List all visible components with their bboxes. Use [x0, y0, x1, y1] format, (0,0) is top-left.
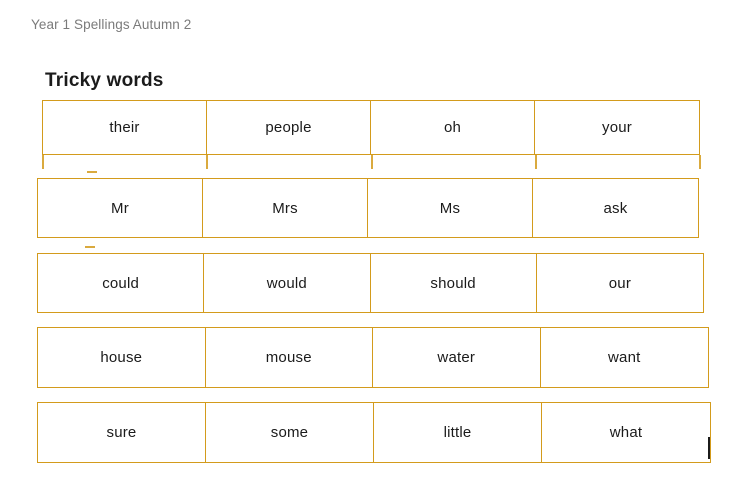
word-cell[interactable]: our: [608, 274, 632, 292]
table-remnant-line: [87, 171, 97, 173]
word-cell[interactable]: would: [204, 254, 370, 312]
word-cell[interactable]: sure: [38, 403, 206, 462]
word-cell[interactable]: Ms: [368, 179, 533, 237]
word-cell[interactable]: ask: [603, 199, 628, 217]
word-cell[interactable]: water: [373, 328, 541, 387]
word-cell[interactable]: Mr: [38, 179, 203, 237]
word-cell[interactable]: want: [608, 349, 641, 366]
word-cell[interactable]: mouse: [206, 328, 374, 387]
word-row: [42, 100, 700, 155]
document-header: Year 1 Spellings Autumn 2: [31, 17, 192, 32]
word-row: [37, 327, 709, 388]
word-cell[interactable]: house: [38, 328, 206, 387]
word-cell[interactable]: should: [371, 254, 537, 312]
page-title: Tricky words: [45, 70, 164, 91]
word-cell[interactable]: your: [602, 119, 632, 136]
word-cell[interactable]: their: [43, 101, 207, 154]
word-cell[interactable]: could: [38, 254, 204, 312]
word-row: [37, 402, 711, 463]
table-remnant-line: [535, 155, 537, 169]
table-remnant-line: [85, 246, 95, 248]
table-remnant-line: [42, 155, 44, 169]
word-cell[interactable]: some: [206, 403, 374, 462]
word-cell[interactable]: oh: [371, 101, 535, 154]
word-cell[interactable]: what: [609, 424, 643, 441]
table-remnant-line: [699, 155, 701, 169]
word-row: [37, 253, 704, 313]
text-cursor: [708, 437, 710, 459]
word-row: [37, 178, 699, 238]
table-remnant-line: [206, 155, 208, 169]
word-cell[interactable]: little: [374, 403, 542, 462]
table-remnant-line: [371, 155, 373, 169]
word-cell[interactable]: Mrs: [203, 179, 368, 237]
word-cell[interactable]: people: [207, 101, 371, 154]
